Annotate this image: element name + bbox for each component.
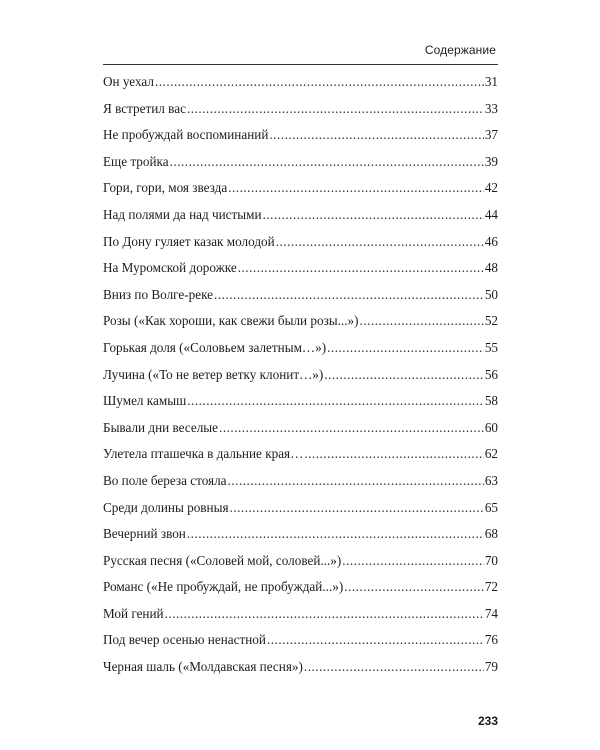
toc-entry-page: 60 xyxy=(484,419,498,435)
toc-entry-title: Гори, гори, моя звезда xyxy=(103,180,228,196)
toc-entry xyxy=(103,97,498,124)
toc-dot-leader xyxy=(304,446,484,462)
toc-entry-title: По Дону гуляет казак молодой xyxy=(103,233,275,249)
toc-entry-title: На Муромской дорожке xyxy=(103,260,237,276)
toc-dot-leader xyxy=(165,606,484,622)
toc-entry-page: 42 xyxy=(484,180,498,196)
toc-dot-leader xyxy=(187,393,484,409)
toc-entry-page: 55 xyxy=(484,339,498,355)
toc-entry-page: 68 xyxy=(484,526,498,542)
toc-dot-leader xyxy=(219,420,484,436)
toc-entry-title: Улетела пташечка в дальние края… xyxy=(103,446,304,462)
toc-entry-title: Лучина («То не ветер ветку клонит…») xyxy=(103,366,324,382)
table-of-contents xyxy=(103,70,498,682)
toc-entry-title: Над полями да над чистыми xyxy=(103,206,262,222)
toc-dot-leader xyxy=(342,553,484,569)
toc-dot-leader xyxy=(276,234,484,250)
toc-entry-title: Среди долины ровныя xyxy=(103,499,229,515)
toc-entry-title: Еще тройка xyxy=(103,153,169,169)
running-head-title: Содержание xyxy=(424,43,496,57)
toc-dot-leader xyxy=(214,287,484,303)
toc-entry-page: 50 xyxy=(484,286,498,302)
toc-dot-leader xyxy=(360,313,484,329)
toc-entry-page: 48 xyxy=(484,260,498,276)
toc-entry-page: 37 xyxy=(484,127,498,143)
toc-entry xyxy=(103,336,498,363)
toc-entry-page: 76 xyxy=(484,632,498,648)
toc-entry xyxy=(103,256,498,283)
toc-entry xyxy=(103,309,498,336)
toc-entry xyxy=(103,549,498,576)
toc-entry xyxy=(103,70,498,97)
toc-entry-page: 33 xyxy=(484,100,498,116)
toc-entry-title: Я встретил вас xyxy=(103,100,186,116)
toc-dot-leader xyxy=(228,473,484,489)
toc-entry-page: 79 xyxy=(484,659,498,675)
toc-entry xyxy=(103,628,498,655)
toc-entry-title: Русская песня («Соловей мой, соловей...») xyxy=(103,552,342,568)
toc-entry-title: Шумел камыш xyxy=(103,393,187,409)
toc-entry xyxy=(103,496,498,523)
toc-entry-page: 62 xyxy=(484,446,498,462)
toc-entry-title: Вниз по Волге-реке xyxy=(103,286,214,302)
toc-dot-leader xyxy=(263,207,484,223)
toc-entry-page: 74 xyxy=(484,605,498,621)
toc-entry-title: Бывали дни веселые xyxy=(103,419,219,435)
toc-entry-page: 58 xyxy=(484,393,498,409)
toc-entry-page: 65 xyxy=(484,499,498,515)
toc-entry xyxy=(103,123,498,150)
toc-dot-leader xyxy=(304,659,484,675)
toc-entry xyxy=(103,363,498,390)
toc-dot-leader xyxy=(228,180,484,196)
toc-dot-leader xyxy=(187,526,484,542)
toc-entry xyxy=(103,389,498,416)
toc-entry-title: Во поле береза стояла xyxy=(103,472,227,488)
toc-entry-page: 63 xyxy=(484,472,498,488)
toc-entry-page: 70 xyxy=(484,552,498,568)
toc-entry-title: Вечерний звон xyxy=(103,526,186,542)
toc-entry-title: Мой гений xyxy=(103,605,164,621)
toc-entry xyxy=(103,442,498,469)
toc-entry-page: 44 xyxy=(484,206,498,222)
toc-entry-title: Не пробуждай воспоминаний xyxy=(103,127,269,143)
toc-entry xyxy=(103,575,498,602)
toc-entry-page: 72 xyxy=(484,579,498,595)
toc-dot-leader xyxy=(170,154,484,170)
toc-entry-page: 56 xyxy=(484,366,498,382)
toc-entry-page: 31 xyxy=(484,74,498,89)
toc-entry-title: Под вечер осенью ненастной xyxy=(103,632,266,648)
toc-dot-leader xyxy=(187,101,484,117)
toc-entry xyxy=(103,150,498,177)
toc-entry-title: Черная шаль («Молдавская песня») xyxy=(103,659,303,675)
toc-dot-leader xyxy=(155,74,484,90)
toc-entry xyxy=(103,203,498,230)
toc-dot-leader xyxy=(324,367,484,383)
page-number: 233 xyxy=(477,714,498,728)
toc-entry-page: 52 xyxy=(484,313,498,329)
toc-entry-page: 46 xyxy=(484,233,498,249)
toc-entry-title: Романс («Не пробуждай, не пробуждай...») xyxy=(103,579,344,595)
toc-entry xyxy=(103,602,498,629)
toc-entry xyxy=(103,655,498,682)
toc-entry xyxy=(103,176,498,203)
toc-dot-leader xyxy=(267,632,484,648)
toc-entry xyxy=(103,230,498,257)
header-rule xyxy=(103,64,498,65)
toc-entry xyxy=(103,522,498,549)
toc-entry xyxy=(103,283,498,310)
toc-entry-title: Он уехал xyxy=(103,74,154,89)
toc-dot-leader xyxy=(327,340,484,356)
toc-entry-page: 39 xyxy=(484,153,498,169)
toc-dot-leader xyxy=(344,579,484,595)
toc-entry-title: Розы («Как хороши, как свежи были розы...») xyxy=(103,313,359,329)
toc-entry xyxy=(103,416,498,443)
toc-dot-leader xyxy=(238,260,484,276)
toc-dot-leader xyxy=(230,500,484,516)
toc-entry-title: Горькая доля («Соловьем залетным…») xyxy=(103,339,327,355)
toc-entry xyxy=(103,469,498,496)
toc-dot-leader xyxy=(269,127,483,143)
